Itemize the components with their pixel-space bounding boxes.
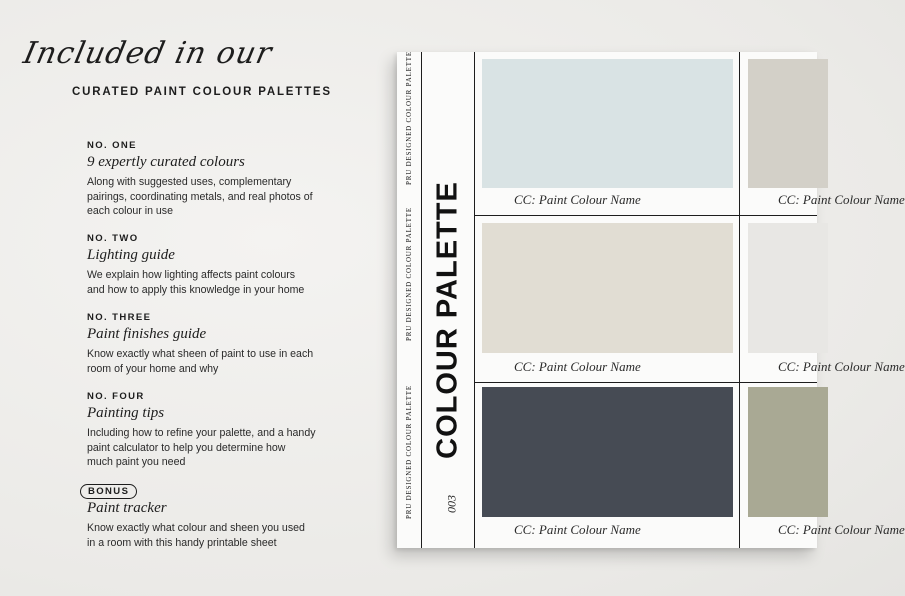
swatch-label: CC: Paint Colour Name [778, 522, 905, 537]
colour-swatch [748, 223, 828, 353]
feature-title: 9 expertly curated colours [87, 154, 245, 170]
swatch-label: CC: Paint Colour Name [514, 192, 641, 207]
description-line: Along with suggested uses, complementary [87, 176, 292, 188]
colour-swatch [748, 59, 828, 188]
grid-divider [739, 52, 740, 548]
description-line: and how to apply this knowledge in your home [87, 283, 305, 296]
feature-number: NO. ONE [87, 140, 137, 151]
feature-description [87, 175, 337, 219]
feature-item [87, 135, 337, 219]
spine-label-text: PRU DESIGNED COLOUR PALETTE [405, 51, 413, 185]
swatch-label: CC: Paint Colour Name [778, 359, 905, 374]
description-line: in a room with this handy printable sheet [87, 536, 277, 549]
feature-description [87, 426, 337, 470]
description-line: Know exactly what colour and sheen you used [87, 522, 305, 534]
feature-title: Paint finishes guide [87, 326, 207, 342]
spine-label-text: PRU DESIGNED COLOUR PALETTE [405, 207, 413, 341]
sheet-title-text: COLOUR PALETTE [431, 181, 464, 459]
description-line: each colour in use [87, 205, 173, 217]
title-column [422, 52, 475, 548]
feature-item [87, 307, 337, 376]
colour-swatch [482, 59, 733, 188]
feature-item [87, 228, 337, 297]
grid-divider [475, 215, 817, 216]
description-line: room of your home and why [87, 362, 219, 375]
feature-item [87, 481, 337, 550]
palette-sheet [397, 51, 905, 548]
script-heading: Included in our [20, 36, 276, 71]
feature-description [87, 521, 337, 550]
colour-swatch [482, 223, 733, 353]
description-line: Know exactly what sheen of paint to use in each [87, 348, 314, 360]
description-line: Including how to refine your palette, and a handy [87, 427, 316, 439]
feature-title: Paint tracker [87, 500, 167, 516]
feature-description [87, 347, 337, 376]
feature-title: Lighting guide [87, 247, 175, 263]
feature-item [87, 386, 337, 470]
description-line: pairings, coordinating metals, and real photos of [87, 190, 313, 203]
page-subtitle: CURATED PAINT COLOUR PALETTES [72, 86, 332, 98]
swatch-label: CC: Paint Colour Name [778, 192, 905, 207]
description-line: paint calculator to help you determine how [87, 441, 286, 454]
grid-divider [475, 382, 817, 383]
swatch-label: CC: Paint Colour Name [514, 522, 641, 537]
feature-number: NO. FOUR [87, 391, 145, 402]
swatch-label: CC: Paint Colour Name [514, 359, 641, 374]
page-number-text: 003 [444, 495, 459, 513]
spine-label-text: PRU DESIGNED COLOUR PALETTE [405, 385, 413, 519]
feature-title: Painting tips [87, 405, 165, 421]
description-line: We explain how lighting affects paint colours [87, 269, 296, 281]
feature-description [87, 268, 337, 297]
description-line: much paint you need [87, 456, 186, 468]
feature-number: NO. THREE [87, 312, 152, 323]
colour-swatch [748, 387, 828, 517]
colour-swatch [482, 387, 733, 517]
feature-number: NO. TWO [87, 233, 139, 244]
bonus-badge: BONUS [80, 484, 137, 499]
sheet-spine [397, 52, 422, 548]
